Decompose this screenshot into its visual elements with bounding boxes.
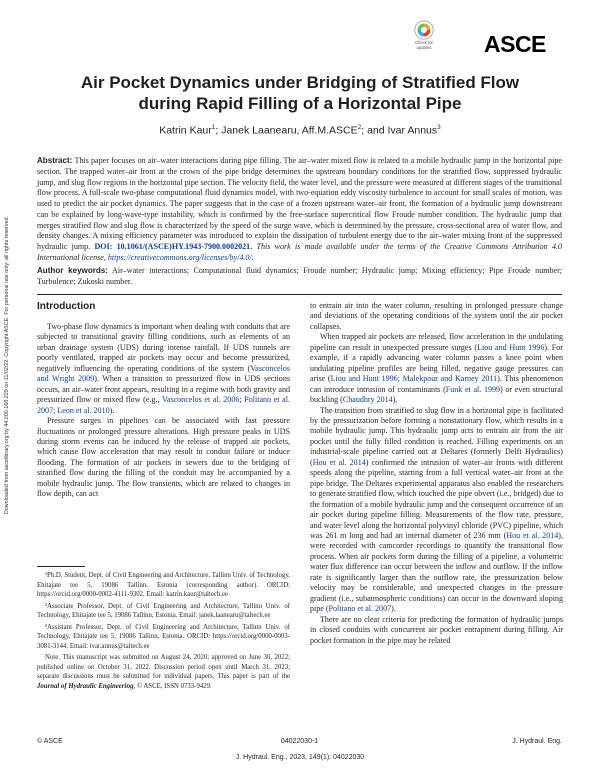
footnote-divider bbox=[37, 566, 85, 567]
text-run: ) or even structural buckling ( bbox=[310, 384, 563, 405]
text-run: ; bbox=[397, 374, 403, 384]
license-text: This work is made available under the terms of the Creative Commons Attribution 4.0 International license, bbox=[37, 242, 562, 262]
intro-paragraph bbox=[310, 406, 563, 615]
intro-paragraph bbox=[310, 332, 563, 405]
badge-line2: updates bbox=[416, 44, 432, 50]
publisher-logo: ASCE bbox=[484, 31, 546, 57]
text-run: ) confirmed the intrusion of water–air fronts with different speeds along the pipeline, starting from a full vertical water–air front at the pipe bridge. The Deltares experimental apparatus also enabled the researchers to generate stratified flow, which touched the pipe obvert (i.e., bridged) due to the formation of a mobile hydraulic jump and the consequent occurrence of an air pocket during pipeline filling. Measurements of the flow rate, pressure, and water level along the horizontal polyvinyl chloride (PVC) pipeline, which was 261 m long and had an internal diameter of 236 mm ( bbox=[310, 457, 563, 540]
article-title: Air Pocket Dynamics under Bridging of Stratified Flow during Rapid Filling of a Horizontal Pipe bbox=[80, 73, 520, 113]
text-run: ; bbox=[239, 395, 245, 405]
citation-link[interactable]: Hou et al. 2014 bbox=[312, 457, 366, 467]
abstract-label: Abstract: bbox=[37, 156, 73, 165]
keywords-label: Author keywords: bbox=[37, 266, 108, 275]
keywords-text: Air–water interactions; Computational fluid dynamics; Froude number; Hydraulic jump; Mixing efficiency; Pipe Froude number; Turbulence; Zukoski number. bbox=[37, 266, 562, 286]
author-name: Janek Laanearu, Aff.M.ASCE bbox=[221, 124, 358, 137]
text-run: ), were recorded with camcorder recordings to quantify the transitional flow process. When air pockets form during the filling of a pipeline, a volumetric water flux difference can occur between the inflow and outflow. If the inflow rate is significantly larger than the outflow rate, the pressurization below velocity may be considerable, and unexpected changes in the pressure gradient (i.e., subatmospheric conditions) can occur in the downward sloping pipe ( bbox=[310, 530, 563, 614]
text-run: ). This phenomenon can introduce intrusion of contaminants ( bbox=[310, 374, 563, 394]
section-divider bbox=[37, 294, 562, 295]
author-name: Ivar Annus bbox=[387, 124, 438, 137]
text-run: When trapped air pockets are released, flow acceleration in the undulating pipeline can result in unexpected pressure surges ( bbox=[310, 332, 563, 352]
page-footer bbox=[37, 738, 562, 750]
author-list bbox=[60, 121, 540, 138]
citation-link[interactable]: Funk et al. 1999 bbox=[445, 384, 501, 394]
footnotes bbox=[37, 571, 290, 691]
footnote-note bbox=[37, 653, 290, 691]
journal-name: Journal of Hydraulic Engineering bbox=[37, 682, 134, 690]
badge-line1: Check for bbox=[415, 40, 433, 45]
citation-link[interactable]: Hou et al. 2014 bbox=[506, 530, 559, 540]
author-affiliation-mark: 3 bbox=[437, 124, 441, 131]
citation-link[interactable]: Vasconcelos et al. 2006 bbox=[161, 395, 240, 405]
abstract bbox=[37, 156, 562, 264]
intro-paragraph: Pressure surges in pipelines can be associated with fast pressure fluctuations or prolonged pressure alterations. High pressure peaks in UDS during storm events can be induced by the release of trapped air pockets, which cause flow acceleration that may result in conduit failure or induce flooding. The formation of air pockets in sewers due to the bridging of stratified flow during the filling of the conduit may be accompanied by a mobile hydraulic jump. The flow transients, which are related to changes in flow depth, can act bbox=[37, 416, 290, 499]
left-column-body bbox=[37, 301, 290, 500]
license-link[interactable]: https://creativecommons.org/licenses/by/4.0/. bbox=[107, 252, 254, 262]
section-heading-introduction: Introduction bbox=[37, 301, 96, 312]
download-notice-text: Downloaded from ascelibrary.org by 44.200.168.229 on 11/02/22. Copyright ASCE. For personal use only; all rights reserved. bbox=[4, 215, 10, 515]
text-run: ). bbox=[391, 604, 396, 614]
check-for-updates-badge[interactable] bbox=[411, 20, 437, 51]
author-affiliation-mark: 2 bbox=[357, 124, 362, 131]
footnote-author-1: ¹Ph.D. Student, Dept. of Civil Engineering and Architecture, Tallinn Univ. of Technology, Ehitajate tee 5, 19086 Tallinn, Estonia (corresponding author). ORCID: https://orcid.org/0000-0002-4111-9302. Email: katrin.kaur@taltech.ee bbox=[37, 572, 290, 598]
intro-paragraph: There are no clear criteria for predicting the formation of hydraulic jumps in closed conduits with concurrent air pocket entrapment during filling. Air pocket formation in the pipe may be related bbox=[310, 614, 563, 645]
citation-link[interactable]: Malekpour and Karney 2011 bbox=[402, 374, 498, 384]
citation-link[interactable]: Vasconcelos and Wright 2009 bbox=[37, 363, 290, 384]
footer-page-id: 04022030-1 bbox=[280, 738, 319, 745]
text-run: The transition from stratified to slug flow in a horizontal pipe is facilitated by the pressurization before forming a nonstationary flow, which results in a mobile hydraulic jump. This hydraulic jump acts to entrain air from the air pocket until the fully filled condition is reached. Filling experiments on an industrial-scale pipeline carried out at Deltares (formerly Delft Hydraulics) ( bbox=[310, 405, 563, 467]
citation-link[interactable]: Politano et al. 2007 bbox=[37, 395, 290, 415]
text-run: , © ASCE, ISSN 0733-9429. bbox=[133, 682, 212, 690]
text-run: ; bbox=[53, 405, 58, 415]
footer-citation: J. Hydraul. Eng., 2023, 149(1): 04022030 bbox=[235, 754, 365, 761]
download-notice bbox=[2, 150, 12, 580]
author-affiliation-mark: 1 bbox=[211, 124, 216, 131]
text-run: Note. This manuscript was submitted on August 24, 2020; approved on June 30, 2022; published online on October 31, 2022. Discussion period open until March 31, 2023; separate discussions must be submitted for individual papers. This paper is part of the bbox=[37, 654, 290, 680]
author-name: Katrin Kaur bbox=[159, 124, 212, 137]
footer-copyright: © ASCE bbox=[37, 738, 63, 745]
footnote-author-2: ²Associate Professor, Dept. of Civil Engineering and Architecture, Tallinn Univ. of Technology, Ehitajate tee 5, 19086 Tallinn, Estonia. Email: janek.laanearu@taltech.ee bbox=[37, 602, 290, 619]
text-run: Two-phase flow dynamics is important when dealing with conduits that are subjected to transitional gravity filling conditions, such as elements of an urban drainage system (UDS) during intense rainfall. If UDS tunnels are poorly ventilated, trapped air pockets may occur and become pressurized, negatively influencing the operating conditions of the system ( bbox=[37, 322, 290, 373]
citation-link[interactable]: Liou and Hunt 1996 bbox=[330, 374, 398, 384]
text-run: ). bbox=[109, 405, 115, 415]
intro-paragraph bbox=[37, 322, 290, 416]
author-separator: ; bbox=[215, 124, 222, 137]
text-run: ). For example, if a rapidly advancing water column passes a knee point when undulating pipeline profiles are being filled, negative gauge pressures can arise ( bbox=[310, 342, 563, 384]
intro-paragraph: to entrain air into the water column, resulting in prolonged pressure change and deviations of the operating conditions of the system until the air pocket collapses. bbox=[310, 301, 563, 331]
citation-link[interactable]: Politano et al. 2007 bbox=[328, 604, 392, 614]
author-keywords bbox=[37, 266, 562, 288]
check-for-updates-icon bbox=[414, 20, 434, 40]
right-column bbox=[310, 301, 563, 646]
citation-link[interactable]: Chaudhry 2014 bbox=[342, 395, 393, 405]
text-run: ). bbox=[392, 395, 398, 405]
text-run: ). When a transition to pressurized flow in UDS sections occurs, an air–water front appears, resulting in a regime with both gravity and pressurized flow or mixed flow (e.g., bbox=[37, 374, 290, 405]
abstract-text: This paper focuses on air–water interactions during pipe filling. The air–water mixed flow is related to a mobile hydraulic jump in the horizontal pipe section. The trapped water–air front at the crown of the pipe bridge determines the upstream boundary conditions for the stratified flow, suppressed hydraulic jump, and slug flow regions in the horizontal pipe section. The velocity field, the water level, and the pressure were measured at different stages of the transitional flow process. A full-scale two-phase computational fluid dynamics model, with two-equation eddy viscosity turbulence to account for small scales of motion, was used to predict the air pocket dynamics. The paper suggests that in the case of a frozen upstream water–air front, the formation of a hydraulic jump downstream can be explained by long-wave-type instability, which is confirmed by the free-surface supercritical flow Froude number condition. The hydraulic jump that merges stratified flow and slug flow is characterized by the speed of the surge wave, which is determined by the pressure, cross-sectional area of water flow, and density changes. A mixing efficiency parameter was introduced to explain the dissipation of turbulent energy due to the air–water mixing front of the suppressed hydraulic jump. bbox=[37, 156, 562, 251]
author-separator: ; and bbox=[361, 124, 388, 137]
footer-journal: J. Hydraul. Eng. bbox=[512, 738, 562, 745]
footnote-author-3: ³Assistant Professor, Dept. of Civil Engineering and Architecture, Tallinn Univ. of Technology, Ehitajate tee 5, 19086 Tallinn, Estonia. ORCID: https://orcid.org/0000-0003-3081-3144. Email: ivar.annus@taltech.ee bbox=[37, 623, 290, 650]
citation-link[interactable]: Leon et al. 2010 bbox=[57, 405, 110, 415]
citation-link[interactable]: Liou and Hunt 1996 bbox=[477, 342, 545, 352]
doi-link[interactable]: DOI: 10.1061/(ASCE)HY.1943-7900.0002021. bbox=[94, 242, 253, 251]
